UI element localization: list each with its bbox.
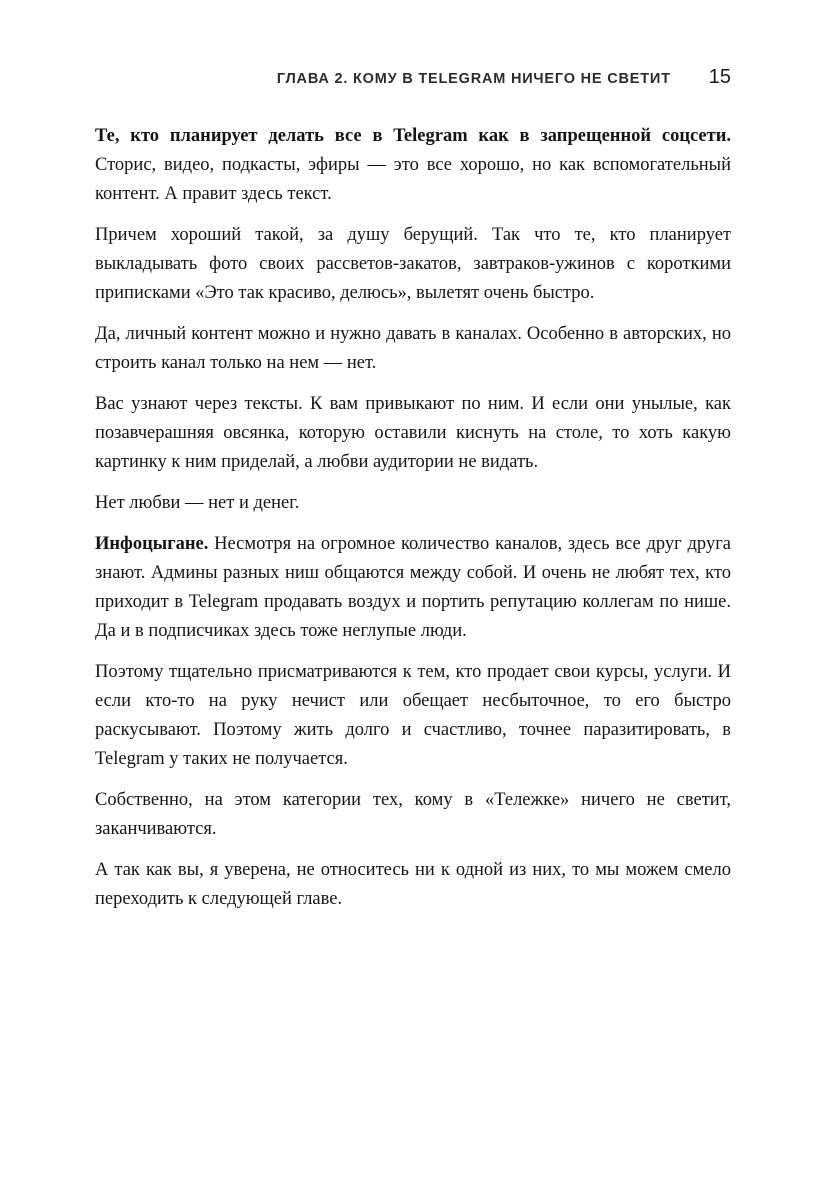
- running-head: [95, 66, 731, 89]
- chapter-title: ГЛАВА 2. КОМУ В TELEGRAM НИЧЕГО НЕ СВЕТИТ: [276, 71, 671, 87]
- paragraph: [95, 786, 731, 844]
- paragraph-lead: Те, кто планирует делать все в Telegram как в запрещенной соцсети.: [95, 126, 731, 146]
- paragraph-text: А так как вы, я уверена, не относитесь ни к одной из них, то мы можем смело переходить к следующей главе.: [95, 860, 731, 909]
- page-number: 15: [708, 66, 731, 88]
- paragraph: [95, 530, 731, 646]
- paragraph: [95, 390, 731, 477]
- paragraph: [95, 856, 731, 914]
- paragraph: [95, 489, 731, 518]
- paragraph-lead: Инфоцыгане.: [95, 534, 209, 554]
- body-text: [95, 122, 731, 926]
- paragraph: [95, 122, 731, 209]
- paragraph-text: Собственно, на этом категории тех, кому в «Тележке» ничего не светит, заканчиваются.: [95, 790, 731, 839]
- paragraph: [95, 320, 731, 378]
- paragraph-text: Несмотря на огромное количество каналов, здесь все друг друга знают. Админы разных ниш общаются между собой. И очень не любят тех, кто приходит в Telegram продавать воздух и портить репутацию коллегам по нише. Да и в подписчиках здесь тоже неглупые люди.: [95, 534, 731, 641]
- paragraph: [95, 221, 731, 308]
- paragraph-text: Поэтому тщательно присматриваются к тем, кто продает свои курсы, услуги. И если кто-то на руку нечист или обещает несбыточное, то его быстро раскусывают. Поэтому жить долго и счастливо, точнее паразитировать, в Telegram у таких не получается.: [95, 662, 731, 769]
- paragraph-text: Сторис, видео, подкасты, эфиры — это все хорошо, но как вспомогательный контент. А правит здесь текст.: [95, 155, 731, 204]
- paragraph-text: Нет любви — нет и денег.: [95, 493, 300, 513]
- paragraph-text: Да, личный контент можно и нужно давать в каналах. Особенно в авторских, но строить канал только на нем — нет.: [95, 324, 731, 373]
- paragraph-text: Вас узнают через тексты. К вам привыкают по ним. И если они унылые, как позавчерашняя овсянка, которую оставили киснуть на столе, то хоть какую картинку к ним приделай, а любви аудитории не видать.: [95, 394, 731, 472]
- paragraph: [95, 658, 731, 774]
- paragraph-text: Причем хороший такой, за душу берущий. Так что те, кто планирует выкладывать фото своих рассветов-закатов, завтраков-ужинов с короткими приписками «Это так красиво, делюсь», вылетят очень быстро.: [95, 225, 731, 303]
